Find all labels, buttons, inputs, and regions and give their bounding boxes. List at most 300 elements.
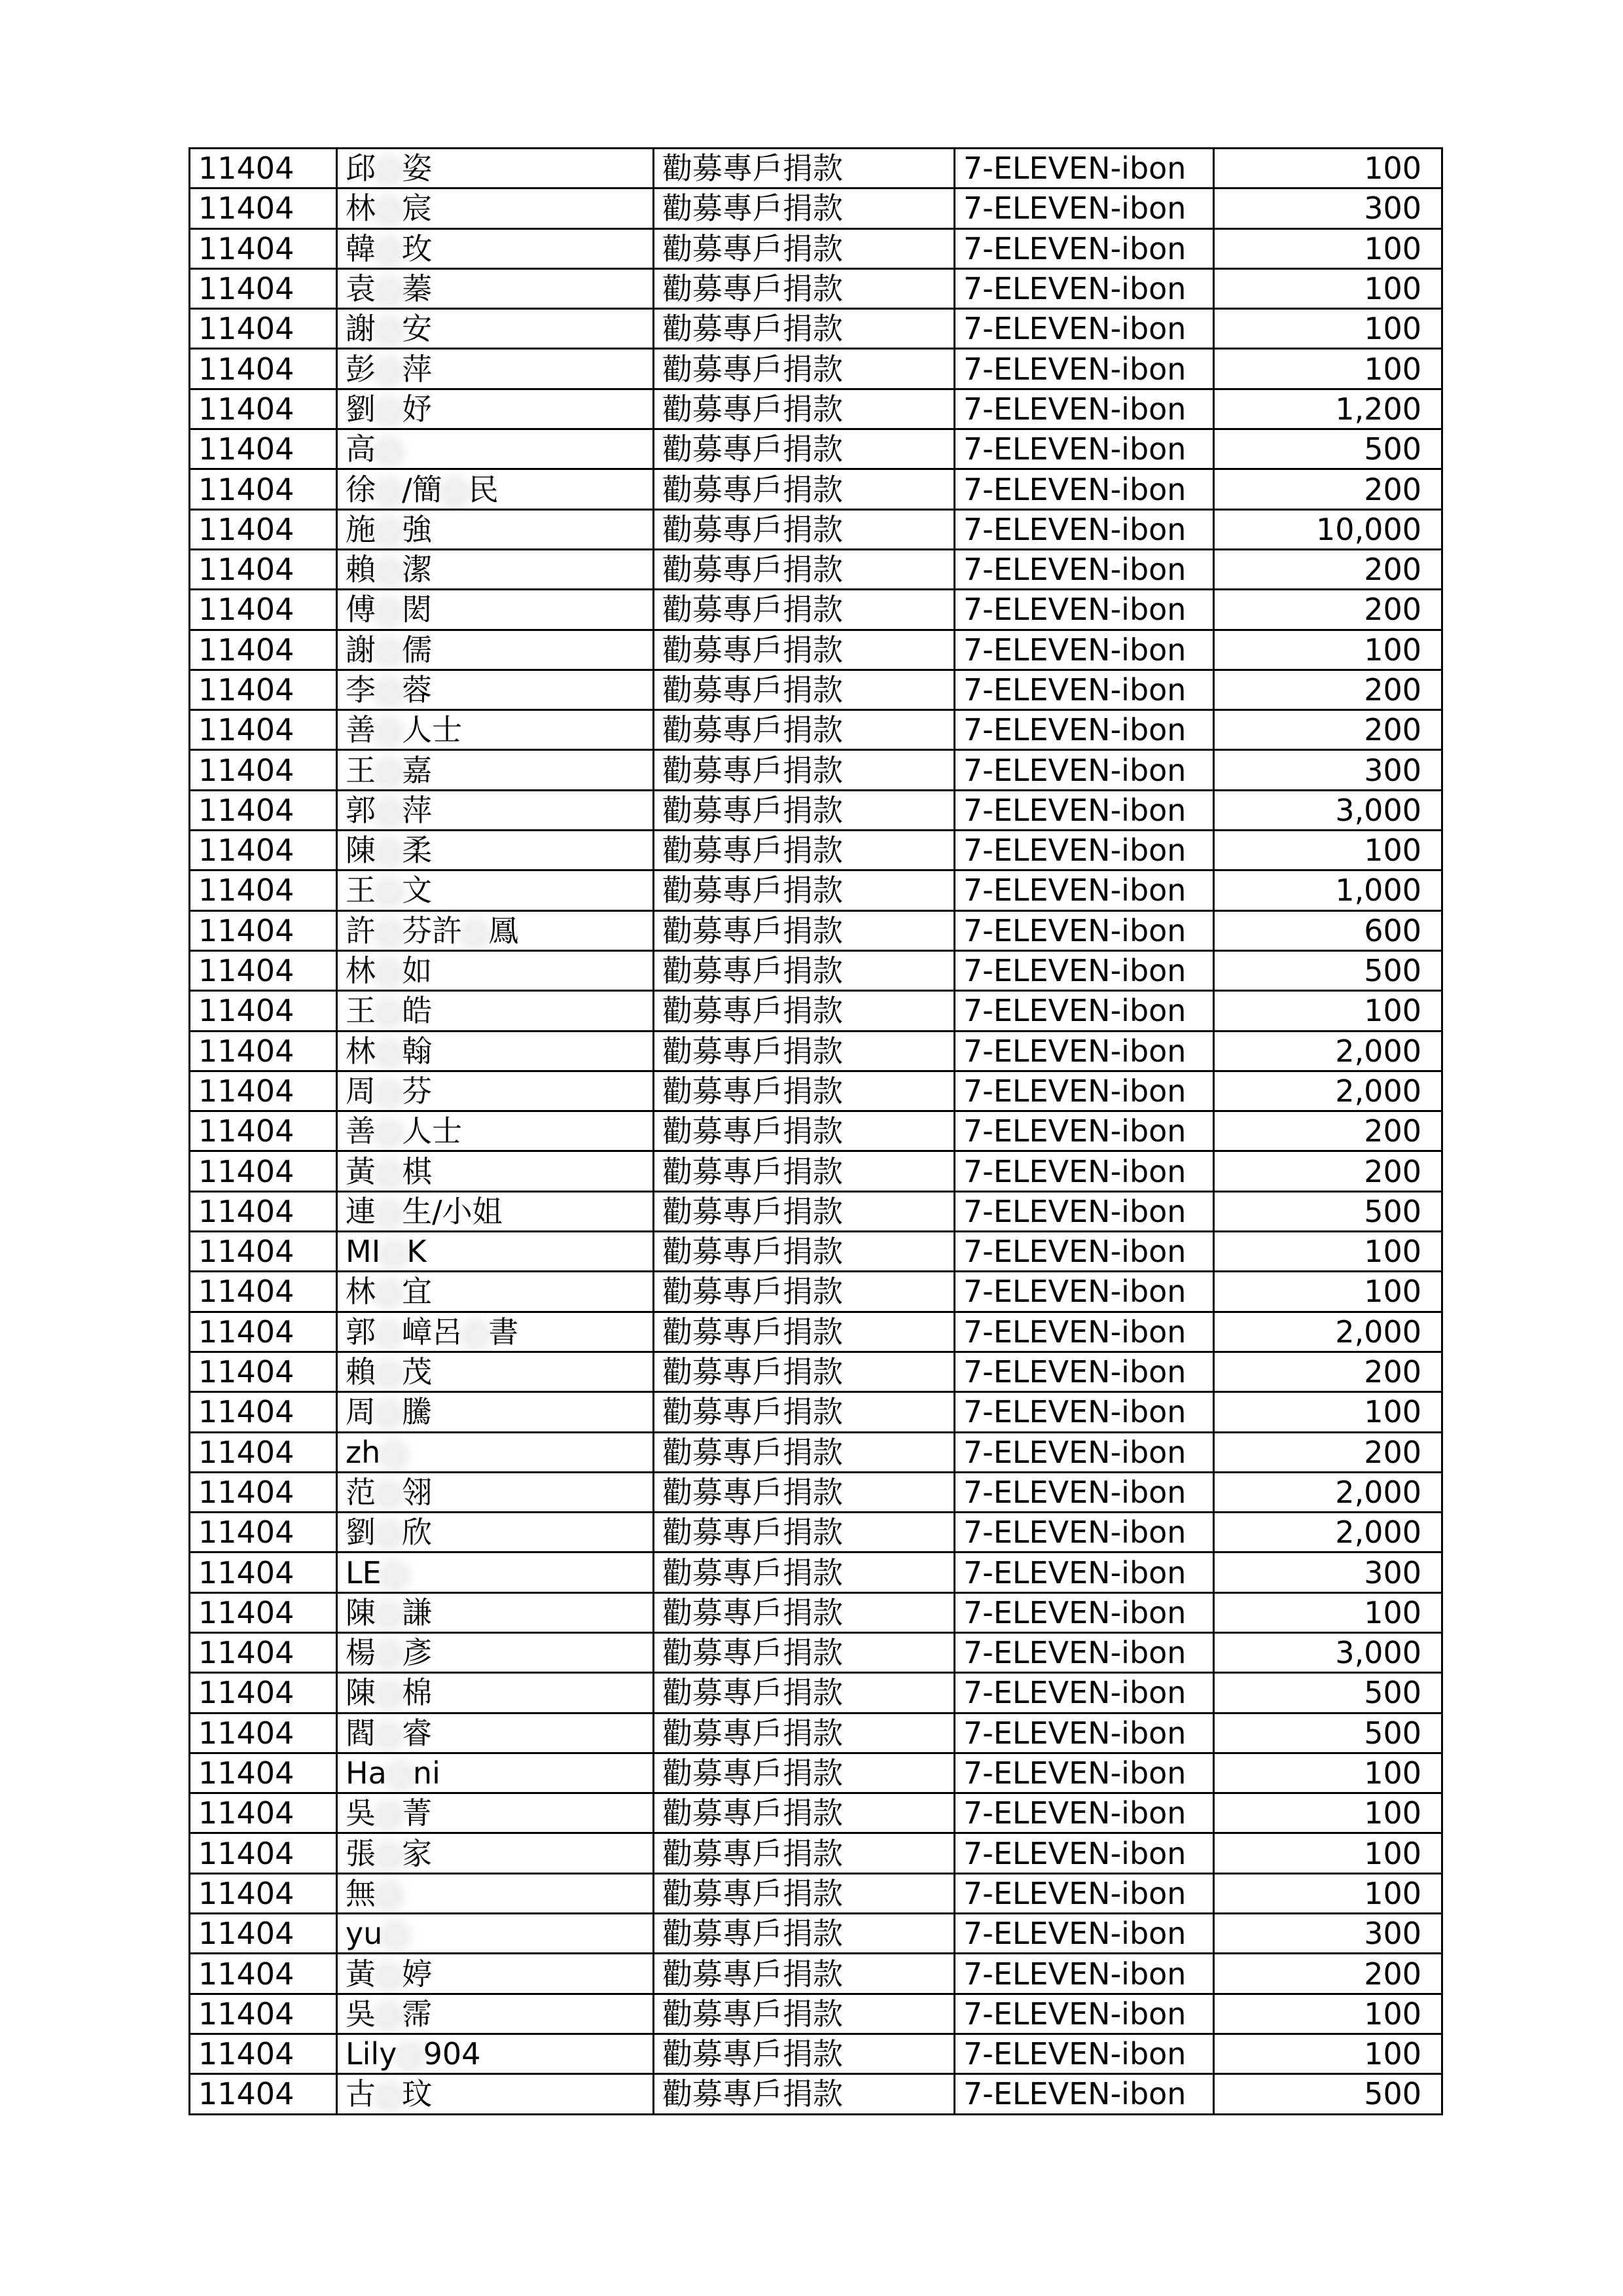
donor-name-cell [337,549,654,589]
donor-name-text: 霈 [402,1996,433,2032]
channel-cell: 7-ELEVEN-ibon [955,1352,1214,1391]
purpose-cell: 勸募專戶捐款 [654,1592,955,1632]
purpose-cell: 勸募專戶捐款 [654,950,955,990]
donor-name-text: 騰 [402,1394,433,1430]
redacted-name-mark: ○ [376,632,402,668]
purpose-cell: 勸募專戶捐款 [654,750,955,790]
purpose-cell: 勸募專戶捐款 [654,870,955,910]
amount-cell: 200 [1214,590,1442,630]
purpose-cell: 勸募專戶捐款 [654,469,955,509]
donor-name-text: MI [346,1234,381,1270]
table-row [190,268,1442,308]
redacted-name-mark: ○ [376,712,402,748]
table-row [190,1753,1442,1793]
redacted-name-mark: ○ [376,230,402,266]
donor-name-text: 皓 [402,993,433,1029]
redacted-name-mark: ○ [376,471,402,507]
donor-name-cell [337,1272,654,1312]
donor-name-cell [337,590,654,630]
redacted-name-mark: ○ [376,1675,402,1711]
redacted-name-mark: ○ [376,431,402,467]
donor-name-text: 彥 [402,1635,433,1671]
amount-cell: 200 [1214,1151,1442,1191]
donor-name-text: yu [346,1916,383,1952]
purpose-cell: 勸募專戶捐款 [654,790,955,830]
amount-cell: 100 [1214,1873,1442,1913]
redacted-name-mark: ○ [376,1033,402,1069]
purpose-cell: 勸募專戶捐款 [654,2074,955,2114]
donor-name-text: 蓁 [402,271,433,307]
redacted-name-mark: ○ [386,1755,413,1791]
purpose-cell: 勸募專戶捐款 [654,1873,955,1913]
amount-cell: 100 [1214,228,1442,268]
channel-cell: 7-ELEVEN-ibon [955,1232,1214,1272]
period-cell: 11404 [190,1232,337,1272]
table-row [190,1632,1442,1672]
channel-cell: 7-ELEVEN-ibon [955,2034,1214,2073]
redacted-name-mark: ○ [376,993,402,1029]
redacted-name-mark: ○ [376,311,402,347]
amount-cell: 200 [1214,469,1442,509]
channel-cell: 7-ELEVEN-ibon [955,1071,1214,1111]
purpose-cell: 勸募專戶捐款 [654,268,955,308]
donor-name-cell [337,1713,654,1753]
redacted-name-mark: ○ [376,792,402,828]
donor-name-text: 范 [346,1474,376,1510]
table-row [190,469,1442,509]
period-cell: 11404 [190,228,337,268]
donor-name-cell [337,1232,654,1272]
amount-cell: 300 [1214,1914,1442,1954]
donor-name-text: 書 [488,1314,519,1350]
table-row [190,1954,1442,1994]
donor-name-cell [337,228,654,268]
channel-cell: 7-ELEVEN-ibon [955,1673,1214,1713]
donor-name-text: 蓉 [402,672,433,708]
donor-name-cell [337,1031,654,1071]
donor-name-text: 賴 [346,552,376,588]
donor-name-text: 如 [402,953,433,989]
purpose-cell: 勸募專戶捐款 [654,1031,955,1071]
redacted-name-mark: ○ [376,1474,402,1510]
period-cell: 11404 [190,1552,337,1592]
redacted-name-mark: ○ [376,1635,402,1671]
purpose-cell: 勸募專戶捐款 [654,991,955,1031]
purpose-cell: 勸募專戶捐款 [654,1954,955,1994]
redacted-name-mark: ○ [376,912,402,948]
table-row [190,1392,1442,1432]
donor-name-text: 施 [346,511,376,547]
redacted-name-mark: ○ [381,1554,408,1590]
redacted-name-mark: ○ [376,833,402,869]
channel-cell: 7-ELEVEN-ibon [955,991,1214,1031]
donor-name-text: 潔 [402,552,433,588]
donor-name-text: 翰 [402,1033,433,1069]
channel-cell: 7-ELEVEN-ibon [955,1873,1214,1913]
redacted-name-mark: ○ [376,672,402,708]
donor-name-text: 周 [346,1073,376,1109]
purpose-cell: 勸募專戶捐款 [654,1833,955,1873]
donor-name-text: Lily [346,2036,397,2072]
purpose-cell: 勸募專戶捐款 [654,389,955,429]
period-cell: 11404 [190,1833,337,1873]
period-cell: 11404 [190,1352,337,1391]
purpose-cell: 勸募專戶捐款 [654,1111,955,1151]
amount-cell: 2,000 [1214,1071,1442,1111]
purpose-cell: 勸募專戶捐款 [654,429,955,469]
period-cell: 11404 [190,1191,337,1231]
redacted-name-mark: ○ [376,2076,402,2112]
donor-name-text: 古 [346,2076,376,2112]
period-cell: 11404 [190,1513,337,1552]
table-row [190,750,1442,790]
amount-cell: 100 [1214,1592,1442,1632]
donor-name-text: 張 [346,1835,376,1871]
channel-cell: 7-ELEVEN-ibon [955,1191,1214,1231]
redacted-name-mark: ○ [376,552,402,588]
amount-cell: 100 [1214,630,1442,670]
donor-name-cell [337,1873,654,1913]
redacted-name-mark: ○ [376,1314,402,1350]
amount-cell: 200 [1214,1954,1442,1994]
donor-name-cell [337,1071,654,1111]
table-row [190,1031,1442,1071]
donor-name-text: 連 [346,1193,376,1229]
donor-name-cell [337,1352,654,1391]
redacted-name-mark: ○ [376,1594,402,1630]
channel-cell: 7-ELEVEN-ibon [955,149,1214,188]
period-cell: 11404 [190,429,337,469]
channel-cell: 7-ELEVEN-ibon [955,1513,1214,1552]
donor-name-text: ni [412,1755,440,1791]
donor-name-cell [337,790,654,830]
table-row [190,1432,1442,1472]
donor-name-cell [337,750,654,790]
amount-cell: 300 [1214,188,1442,228]
channel-cell: 7-ELEVEN-ibon [955,790,1214,830]
table-row [190,1352,1442,1391]
donor-name-text: 彭 [346,351,376,387]
purpose-cell: 勸募專戶捐款 [654,349,955,389]
donor-name-text: 邱 [346,151,376,187]
purpose-cell: 勸募專戶捐款 [654,1994,955,2034]
redacted-name-mark: ○ [376,1193,402,1229]
donor-name-text: /簡 [402,471,442,507]
donor-name-text: K [406,1234,427,1270]
channel-cell: 7-ELEVEN-ibon [955,2074,1214,2114]
period-cell: 11404 [190,549,337,589]
purpose-cell: 勸募專戶捐款 [654,509,955,549]
donor-name-text: 人士 [402,712,463,748]
donor-name-cell [337,429,654,469]
table-row [190,1232,1442,1272]
purpose-cell: 勸募專戶捐款 [654,1552,955,1592]
table-row [190,188,1442,228]
channel-cell: 7-ELEVEN-ibon [955,1031,1214,1071]
donor-name-text: LE [346,1554,382,1590]
redacted-name-mark: ○ [376,1394,402,1430]
donor-name-text: 睿 [402,1715,433,1751]
period-cell: 11404 [190,188,337,228]
purpose-cell: 勸募專戶捐款 [654,630,955,670]
table-row [190,1713,1442,1753]
redacted-name-mark: ○ [376,1274,402,1310]
table-row [190,1592,1442,1632]
channel-cell: 7-ELEVEN-ibon [955,1392,1214,1432]
donation-table [188,147,1443,2115]
amount-cell: 200 [1214,710,1442,750]
purpose-cell: 勸募專戶捐款 [654,710,955,750]
purpose-cell: 勸募專戶捐款 [654,1071,955,1111]
donor-name-text: 吳 [346,1795,376,1831]
donor-name-text: 陳 [346,1675,376,1711]
donor-name-cell [337,1592,654,1632]
donor-name-text: 善 [346,1113,376,1149]
period-cell: 11404 [190,1632,337,1672]
purpose-cell: 勸募專戶捐款 [654,1472,955,1512]
channel-cell: 7-ELEVEN-ibon [955,1833,1214,1873]
period-cell: 11404 [190,2074,337,2114]
donor-name-cell [337,1793,654,1833]
amount-cell: 100 [1214,1392,1442,1432]
channel-cell: 7-ELEVEN-ibon [955,389,1214,429]
period-cell: 11404 [190,910,337,950]
period-cell: 11404 [190,1312,337,1352]
channel-cell: 7-ELEVEN-ibon [955,630,1214,670]
donation-table-body [190,149,1442,2115]
channel-cell: 7-ELEVEN-ibon [955,549,1214,589]
period-cell: 11404 [190,1954,337,1994]
purpose-cell: 勸募專戶捐款 [654,1312,955,1352]
period-cell: 11404 [190,469,337,509]
donor-name-cell [337,1432,654,1472]
channel-cell: 7-ELEVEN-ibon [955,1632,1214,1672]
period-cell: 11404 [190,1432,337,1472]
donor-name-text: 高 [346,431,376,467]
period-cell: 11404 [190,950,337,990]
donor-name-cell [337,870,654,910]
donor-name-text: 徐 [346,471,376,507]
donor-name-text: 許 [346,912,376,948]
amount-cell: 1,200 [1214,389,1442,429]
table-row [190,1513,1442,1552]
redacted-name-mark: ○ [397,2036,423,2072]
amount-cell: 100 [1214,1833,1442,1873]
donor-name-cell [337,349,654,389]
redacted-name-mark: ○ [376,1715,402,1751]
channel-cell: 7-ELEVEN-ibon [955,950,1214,990]
purpose-cell: 勸募專戶捐款 [654,549,955,589]
donor-name-text: 王 [346,993,376,1029]
amount-cell: 500 [1214,950,1442,990]
channel-cell: 7-ELEVEN-ibon [955,590,1214,630]
donor-name-text: 芬許 [402,912,463,948]
table-row [190,590,1442,630]
channel-cell: 7-ELEVEN-ibon [955,1954,1214,1994]
period-cell: 11404 [190,750,337,790]
purpose-cell: 勸募專戶捐款 [654,590,955,630]
amount-cell: 2,000 [1214,1312,1442,1352]
redacted-name-mark: ○ [376,1795,402,1831]
donor-name-cell [337,1513,654,1552]
table-row [190,1071,1442,1111]
donor-name-cell [337,630,654,670]
donor-name-text: 李 [346,672,376,708]
redacted-name-mark: ○ [376,190,402,226]
purpose-cell: 勸募專戶捐款 [654,1191,955,1231]
donor-name-cell [337,1111,654,1151]
donor-name-text: 棉 [402,1675,433,1711]
table-row [190,1673,1442,1713]
period-cell: 11404 [190,509,337,549]
table-row [190,1111,1442,1151]
amount-cell: 500 [1214,1191,1442,1231]
channel-cell: 7-ELEVEN-ibon [955,309,1214,349]
table-row [190,910,1442,950]
period-cell: 11404 [190,1031,337,1071]
period-cell: 11404 [190,2034,337,2073]
table-row [190,1552,1442,1592]
amount-cell: 100 [1214,309,1442,349]
donor-name-text: 文 [402,872,433,908]
table-row [190,950,1442,990]
donor-name-cell [337,910,654,950]
table-row [190,2034,1442,2073]
period-cell: 11404 [190,268,337,308]
donor-name-cell [337,1994,654,2034]
donor-name-text: 棋 [402,1153,433,1189]
donor-name-text: 宜 [402,1274,433,1310]
amount-cell: 100 [1214,2034,1442,2073]
donor-name-text: 謝 [346,632,376,668]
donor-name-text: 林 [346,1274,376,1310]
donor-name-cell [337,188,654,228]
channel-cell: 7-ELEVEN-ibon [955,268,1214,308]
donor-name-text: 周 [346,1394,376,1430]
channel-cell: 7-ELEVEN-ibon [955,1432,1214,1472]
donor-name-text: 謙 [402,1594,433,1630]
redacted-name-mark: ○ [376,391,402,427]
amount-cell: 100 [1214,1994,1442,2034]
donor-name-cell [337,2034,654,2073]
amount-cell: 3,000 [1214,1632,1442,1672]
channel-cell: 7-ELEVEN-ibon [955,1914,1214,1954]
table-row [190,1914,1442,1954]
donor-name-text: 陳 [346,833,376,869]
table-row [190,790,1442,830]
purpose-cell: 勸募專戶捐款 [654,149,955,188]
channel-cell: 7-ELEVEN-ibon [955,1994,1214,2034]
channel-cell: 7-ELEVEN-ibon [955,1552,1214,1592]
period-cell: 11404 [190,1713,337,1753]
table-row [190,389,1442,429]
redacted-name-mark: ○ [376,1354,402,1390]
period-cell: 11404 [190,590,337,630]
amount-cell: 500 [1214,429,1442,469]
purpose-cell: 勸募專戶捐款 [654,1392,955,1432]
table-row [190,2074,1442,2114]
table-row [190,991,1442,1031]
purpose-cell: 勸募專戶捐款 [654,910,955,950]
table-row [190,831,1442,870]
purpose-cell: 勸募專戶捐款 [654,1232,955,1272]
purpose-cell: 勸募專戶捐款 [654,1673,955,1713]
redacted-name-mark: ○ [376,592,402,628]
donor-name-text: 婷 [402,1956,433,1992]
donor-name-text: 嘉 [402,752,433,788]
table-row [190,710,1442,750]
channel-cell: 7-ELEVEN-ibon [955,349,1214,389]
period-cell: 11404 [190,710,337,750]
period-cell: 11404 [190,1793,337,1833]
redacted-name-mark: ○ [376,872,402,908]
purpose-cell: 勸募專戶捐款 [654,309,955,349]
period-cell: 11404 [190,1392,337,1432]
table-row [190,509,1442,549]
channel-cell: 7-ELEVEN-ibon [955,710,1214,750]
donor-name-cell [337,1392,654,1432]
channel-cell: 7-ELEVEN-ibon [955,469,1214,509]
redacted-name-mark: ○ [376,351,402,387]
table-row [190,309,1442,349]
donor-name-text: 儒 [402,632,433,668]
donor-name-text: 閎 [402,592,433,628]
purpose-cell: 勸募專戶捐款 [654,1914,955,1954]
channel-cell: 7-ELEVEN-ibon [955,1272,1214,1312]
amount-cell: 100 [1214,991,1442,1031]
period-cell: 11404 [190,1914,337,1954]
donor-name-text: 萍 [402,351,433,387]
channel-cell: 7-ELEVEN-ibon [955,750,1214,790]
purpose-cell: 勸募專戶捐款 [654,831,955,870]
channel-cell: 7-ELEVEN-ibon [955,1753,1214,1793]
donor-name-text: 袁 [346,271,376,307]
table-row [190,870,1442,910]
table-row [190,1793,1442,1833]
table-row [190,1994,1442,2034]
channel-cell: 7-ELEVEN-ibon [955,509,1214,549]
donor-name-text: 郭 [346,1314,376,1350]
donor-name-cell [337,149,654,188]
donor-name-text: 904 [423,2036,481,2072]
redacted-name-mark: ○ [376,1073,402,1109]
donor-name-text: 安 [402,311,433,347]
amount-cell: 2,000 [1214,1472,1442,1512]
period-cell: 11404 [190,1272,337,1312]
donor-name-text: 翎 [402,1474,433,1510]
donor-name-text: 鳳 [488,912,519,948]
donor-name-text: 韓 [346,230,376,266]
amount-cell: 100 [1214,1793,1442,1833]
donor-name-cell [337,1954,654,1994]
amount-cell: 100 [1214,149,1442,188]
amount-cell: 300 [1214,1552,1442,1592]
donor-name-text: 郭 [346,792,376,828]
donor-name-text: 柔 [402,833,433,869]
amount-cell: 600 [1214,910,1442,950]
amount-cell: 10,000 [1214,509,1442,549]
donor-name-text: 傅 [346,592,376,628]
amount-cell: 2,000 [1214,1031,1442,1071]
purpose-cell: 勸募專戶捐款 [654,1793,955,1833]
donor-name-cell [337,389,654,429]
period-cell: 11404 [190,790,337,830]
donor-name-cell [337,1753,654,1793]
donor-name-text: 林 [346,953,376,989]
donor-name-cell [337,2074,654,2114]
amount-cell: 500 [1214,2074,1442,2114]
amount-cell: 100 [1214,1232,1442,1272]
